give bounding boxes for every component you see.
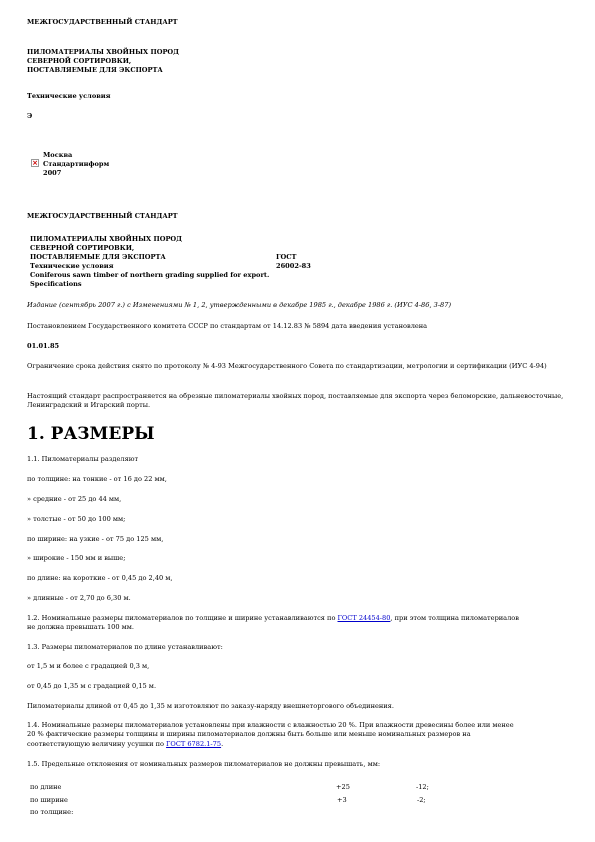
edition-note: Издание (сентябрь 2007 г.) с Изменениями № 1, 2, утвержденными в декабре 1985 г., декабре 1986 г. (ИУС 4-86, 3-87): [27, 301, 452, 309]
para-1-1: 1.1. Пиломатериалы разделяют: [27, 455, 139, 463]
list-item: » широкие - 150 мм и выше;: [27, 554, 126, 562]
para-1-3-note: Пиломатериалы длиной от 0,45 до 1,35 м изготовляют по заказу-наряду внешнеторгового объединения.: [27, 702, 394, 710]
header-gost-label: ГОСТ: [276, 253, 297, 261]
cover-title-line-2: СЕВЕРНОЙ СОРТИРОВКИ,: [27, 57, 132, 65]
list-item: по ширине: на узкие - от 75 до 125 мм,: [27, 535, 164, 543]
para-1-4-line-3: соответствующую величину усушки по ГОСТ 6782.1-75.: [27, 740, 224, 748]
list-item: » средние - от 25 до 44 мм,: [27, 495, 122, 503]
list-item: по длине: на короткие - от 0,45 до 2,40 м,: [27, 574, 173, 582]
gost-24454-link[interactable]: ГОСТ 24454-80: [337, 614, 391, 622]
cover-title-line-1: ПИЛОМАТЕРИАЛЫ ХВОЙНЫХ ПОРОД: [27, 48, 180, 56]
header-standard-type: МЕЖГОСУДАРСТВЕННЫЙ СТАНДАРТ: [27, 212, 178, 220]
section-heading: 1. РАЗМЕРЫ: [27, 424, 155, 444]
header-subtitle: Технические условия: [30, 262, 114, 270]
list-item: » длинные - от 2,70 до 6,30 м.: [27, 594, 131, 602]
header-gost-number: 26002-83: [276, 262, 311, 270]
cover-publisher-line-2: Стандартинформ: [43, 160, 110, 168]
decree-text: Постановлением Государственного комитета СССР по стандартам от 14.12.83 № 5894 дата введения установлена: [27, 322, 428, 330]
para-1-4-line-2: 20 % фактические размеры толщины и ширины пиломатериалов должны быть больше или меньше номинальных размеров на: [27, 730, 471, 738]
broken-image-icon: ×: [32, 159, 38, 167]
cover-standard-type: МЕЖГОСУДАРСТВЕННЫЙ СТАНДАРТ: [27, 18, 178, 26]
cover-edition-mark: Э: [27, 112, 33, 120]
list-item: » толстые - от 50 до 100 мм;: [27, 515, 126, 523]
header-title-line-3: ПОСТАВЛЯЕМЫЕ ДЛЯ ЭКСПОРТА: [30, 253, 166, 261]
para-1-3: 1.3. Размеры пиломатериалов по длине устанавливают:: [27, 643, 223, 651]
document-page: МЕЖГОСУДАРСТВЕННЫЙ СТАНДАРТ ПИЛОМАТЕРИАЛЫ ХВОЙНЫХ ПОРОД СЕВЕРНОЙ СОРТИРОВКИ, ПОСТАВЛЯЕМЫЕ ДЛЯ ЭКСПОРТА Технические условия Э × Москва Стандартинформ 2007 МЕЖГОСУДАРСТВЕННЫЙ СТАНДАРТ ПИЛОМАТЕРИАЛЫ ХВОЙНЫХ ПОРОД СЕВЕРНОЙ СОРТИРОВКИ, ПОСТАВЛЯЕМЫЕ ДЛЯ ЭКСПОРТА ГОСТ Технические условия 26002-83 Coniferous sawn timber of northern grading supplied for export. Specifications Издание (сентябрь 2007 г.) с Изменениями № 1, 2, утвержденными в декабре 1985 г., декабре 1986 г. (ИУС 4-86, 3-87) Постановлением Государственного комитета СССР по стандартам от 14.12.83 № 5894 дата введения установлена 01.01.85 Ограничение срока действия снято по протоколу № 4-93 Межгосударственного Совета по стандартизации, метрологии и сертификации (ИУС 4-94) Настоящий стандарт распространяется на обрезные пиломатериалы хвойных пород, поставляемые для экспорта через беломорские, дальневосточные, Ленинградский и Игарский порты. 1. РАЗМЕРЫ 1.1. Пиломатериалы разделяют по толщине: на тонкие - от 16 до 22 мм, » средние - от 25 до 44 мм, » толстые - от 50 до 100 мм; по ширине: на узкие - от 75 до 125 мм, » широкие - 150 мм и выше; по длине: на короткие - от 0,45 до 2,40 м, » длинные - от 2,70 до 6,30 м. 1.2. Номинальные размеры пиломатериалов по толщине и ширине устанавливаются по ГОСТ 24454-80, при этом толщина пиломатериалов не должна превышать 100 мм. 1.3. Размеры пиломатериалов по длине устанавливают: от 1,5 м и более с градацией 0,3 м, от 0,45 до 1,35 м с градацией 0,15 м. Пиломатериалы длиной от 0,45 до 1,35 м изготовляют по заказу-наряду внешнеторгового объединения. 1.4. Номинальные размеры пиломатериалов установлены при влажности с влажностью 20 %. При влажности древесины более или менее 20 % фактические размеры толщины и ширины пиломатериалов должны быть больше или меньше номинальных размеров на соответствующую величину усушки по ГОСТ 6782.1-75. 1.5. Предельные отклонения от номинальных размеров пиломатериалов не должны превышать, мм: по длине +25 -12; по ширине +3 -2; по толщине:: [0, 0, 595, 842]
list-item: от 0,45 до 1,35 м с градацией 0,15 м.: [27, 682, 157, 690]
para-1-5: 1.5. Предельные отклонения от номинальных размеров пиломатериалов не должны превышать, мм:: [27, 760, 381, 768]
list-item: по толщине: на тонкие - от 16 до 22 мм,: [27, 475, 167, 483]
header-english-line-2: Specifications: [30, 280, 82, 288]
cover-title-line-3: ПОСТАВЛЯЕМЫЕ ДЛЯ ЭКСПОРТА: [27, 66, 163, 74]
limitation-text: Ограничение срока действия снято по протоколу № 4-93 Межгосударственного Совета по стандартизации, метрологии и сертификации (ИУС 4-94): [27, 362, 547, 370]
effective-date: 01.01.85: [27, 342, 60, 350]
header-title-line-2: СЕВЕРНОЙ СОРТИРОВКИ,: [30, 244, 135, 252]
list-item: от 1,5 м и более с градацией 0,3 м,: [27, 662, 150, 670]
para-1-2-line-1: 1.2. Номинальные размеры пиломатериалов по толщине и ширине устанавливаются по ГОСТ 24454-80, при этом толщина пиломатериалов: [27, 614, 519, 622]
cover-subtitle: Технические условия: [27, 92, 111, 100]
cover-publisher-line-3: 2007: [43, 169, 62, 177]
header-english-line-1: Coniferous sawn timber of northern grading supplied for export.: [30, 271, 270, 279]
scope-text: Настоящий стандарт распространяется на обрезные пиломатериалы хвойных пород, поставляемые для экспорта через беломорские, дальневосточные, Ленинградский и Игарский порты.: [27, 392, 564, 409]
cover-publisher-line-1: Москва: [43, 151, 73, 159]
header-title-line-1: ПИЛОМАТЕРИАЛЫ ХВОЙНЫХ ПОРОД: [30, 235, 183, 243]
para-1-2-line-2: не должна превышать 100 мм.: [27, 623, 135, 631]
gost-6782-link[interactable]: ГОСТ 6782.1-75: [166, 740, 222, 748]
para-1-4-line-1: 1.4. Номинальные размеры пиломатериалов установлены при влажности с влажностью 20 %. При влажности древесины более или менее: [27, 721, 514, 729]
